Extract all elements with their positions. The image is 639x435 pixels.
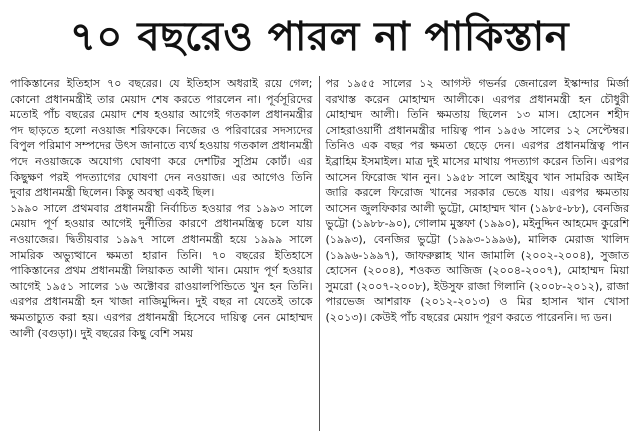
left-column xyxy=(8,76,320,431)
right-paragraph-1: পর ১৯৫৫ সালের ১২ আগস্ট গভর্নর জেনারেল ইস্কান্দার মির্জা বরখাস্ত করেন মোহাম্মদ আলীকে। এরপর প্রধানমন্ত্রী হন চৌধুরী মোহাম্মদ আলী। তিনি ক্ষমতায় ছিলেন ১৩ মাস। হোসেন শহীদ সোহরাওয়ার্দী প্রধানমন্ত্রীর দায়িত্ব পান ১৯৫৬ সালের ১২ সেপ্টেম্বর। তিনিও এক বছর পর ক্ষমতা ছেড়ে দেন। এরপর প্রধানমন্ত্রিত্ব পান ইব্রাহিম ইসমাইল। মাত্র দুই মাসের মাথায় পদত্যাগ করেন তিনি। এরপর আসেন ফিরোজ খান নুন। ১৯৫৮ সালে আইয়ুব খান সামরিক আইন জারি করলে ফিরোজ খানের সরকার ভেঙে যায়। এরপর ক্ষমতায় আসেন জুলফিকার আলী ভুট্টো, মোহাম্মদ খান (১৯৮৫-৮৮), বেনজির ভুট্টো (১৯৮৮-৯০), গোলাম মুস্তফা (১৯৯০), মইনুদ্দিন আহমেদ কুরেশি (১৯৯৩), বেনজির ভুট্টো (১৯৯৩-১৯৯৬), মালিক মেরাজ খালিদ (১৯৯৬-১৯৯৭), জাফরুল্লাহ খান জামালি (২০০২-২০০৪), সুজাত হোসেন (২০০৪), শওকত আজিজ (২০০৪-২০০৭), মোহাম্মদ মিয়া সুমরো (২০০৭-২০০৮), ইউসুফ রাজা গিলানি (২০০৮-২০১২), রাজা পারভেজ আশরাফ (২০১২-২০১৩) ও মির হাসান খান খোসা (২০১৩)। কেউই পাঁচ বছরের মেয়াদ পূরণ করতে পারেননি। দ্য ডন। xyxy=(325,77,629,324)
article-body xyxy=(8,76,631,431)
left-paragraph-2: ১৯৯০ সালে প্রথমবার প্রধানমন্ত্রী নির্বাচিত হওয়ার পর ১৯৯৩ সালে মেয়াদ পূর্ণ হওয়ার আগেই দুর্নীতির কারণে প্রধানমন্ত্রিত্ব চলে যায় নওয়াজের। দ্বিতীয়বার ১৯৯৭ সালে প্রধানমন্ত্রী হয়ে ১৯৯৯ সালে সামরিক অভ্যুত্থানে ক্ষমতা হারান তিনি। ৭০ বছরের ইতিহাসে পাকিস্তানের প্রথম প্রধানমন্ত্রী লিয়াকত আলী খান। মেয়াদ পূর্ণ হওয়ার আগেই ১৯৫১ সালের ১৬ অক্টোবর রাওয়ালপিন্ডিতে খুন হন তিনি। এরপর প্রধানমন্ত্রী হন খাজা নাজিমুদ্দিন। দুই বছর না যেতেই তাকে ক্ষমতাচ্যুত করা হয়। এরপর প্রধানমন্ত্রী হিসেবে দায়িত্ব নেন মোহাম্মদ আলী (বগুড়া)। দুই বছরের কিছু বেশি সময় xyxy=(10,201,313,340)
right-column xyxy=(320,76,632,431)
left-paragraph-1: পাকিস্তানের ইতিহাস ৭০ বছরের। যে ইতিহাস অধরাই রয়ে গেল; কোনো প্রধানমন্ত্রীই তার মেয়াদ শেষ করতে পারলেন না। পূর্বসূরিদের মতোই পাঁচ বছরের মেয়াদ শেষ হওয়ার আগেই গতকাল প্রধানমন্ত্রীর পদ ছাড়তে হলো নওয়াজ শরিফকে। নিজের ও পরিবারের সদস্যদের বিপুল পরিমাণ সম্পদের উৎস জানাতে ব্যর্থ হওয়ায় গতকাল প্রধানমন্ত্রী পদে নওয়াজকে অযোগ্য ঘোষণা করে দেশটির সুপ্রিম কোর্ট। এর কিছুক্ষণ পরই পদত্যাগের ঘোষণা দেন নওয়াজ। এর আগেও তিনি দুবার প্রধানমন্ত্রী ছিলেন। কিন্তু অবস্থা একই ছিল। xyxy=(10,77,313,200)
headline: ৭০ বছরেও পারল না পাকিস্তান xyxy=(69,14,570,60)
